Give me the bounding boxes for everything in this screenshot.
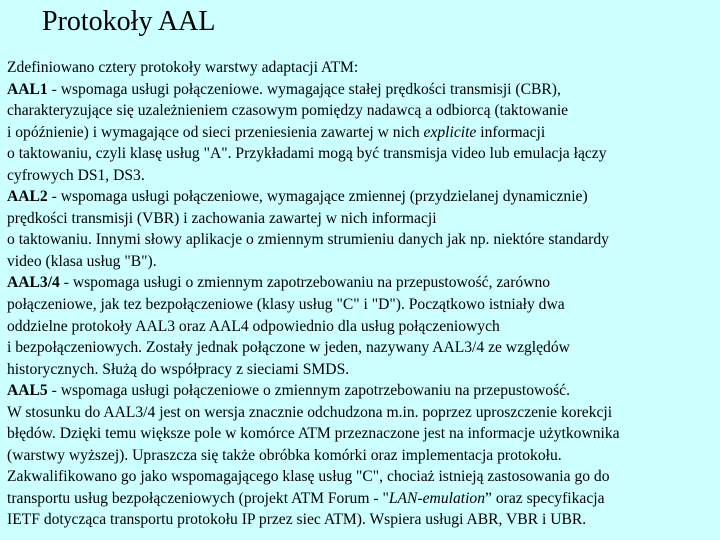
text-line: połączeniowe, jak tez bezpołączeniowe (klasy usług "C" i "D"). Początkowo istniały dwa [7, 296, 565, 314]
aal2-label: AAL2 [7, 188, 48, 206]
text-fragment: transportu usług bezpołączeniowych (projekt ATM Forum - " [7, 489, 389, 507]
text-line: błędów. Dzięki temu większe pole w komórce ATM przeznaczone jest na informacje użytkownika [7, 425, 620, 443]
explicite-emphasis: explicite [423, 123, 477, 141]
text-line: charakteryzujące się uzależnieniem czasowym pomiędzy nadawcą a odbiorcą (taktowanie [7, 102, 569, 120]
text-line: o taktowaniu, czyli klasę usług "A". Przykładami mogą być transmisja video lub emulacja łączy [7, 145, 607, 163]
aal1-heading-line [7, 79, 717, 101]
aal2-description: - wspomaga usługi połączeniowe, wymagające zmiennej (przydzielanej dynamicznie) [47, 188, 588, 206]
text-line: cyfrowych DS1, DS3. [7, 166, 145, 184]
text-line: i bezpołączeniowych. Zostały jednak połączone w jeden, nazywany AAL3/4 ze względów [7, 339, 570, 357]
text-line: historycznych. Służą do współpracy z sieciami SMDS. [7, 360, 350, 378]
text-line: o taktowaniu. Innymi słowy aplikacje o zmiennym strumieniu danych jak np. niektóre standardy [7, 231, 609, 249]
intro-line: Zdefiniowano cztery protokoły warstwy adaptacji ATM: [7, 59, 359, 76]
aal5-description: - wspomaga usługi połączeniowe o zmiennym zapotrzebowaniu na przepustowość. [47, 382, 570, 400]
body-text [7, 57, 717, 531]
lan-emulation-emphasis: LAN-emulation [388, 489, 486, 507]
aal34-description: - wspomaga usługi o zmiennym zapotrzebowaniu na przepustowość, zarówno [59, 274, 551, 292]
text-line: W stosunku do AAL3/4 jest on wersja znacznie odchudzona m.in. poprzez uproszczenie korekcji [7, 403, 613, 421]
aal2-heading-line [7, 186, 717, 208]
aal5-label: AAL5 [7, 382, 48, 400]
aal34-label: AAL3/4 [7, 274, 60, 292]
text-fragment: i opóźnienie) i wymagające od sieci przeniesienia zawartej w nich [7, 123, 424, 141]
aal1-description: - wspomaga usługi połączeniowe. wymagające stałej prędkości transmisji (CBR), [47, 80, 561, 98]
text-line [7, 488, 717, 510]
text-line: oddzielne protokoły AAL3 oraz AAL4 odpowiednio dla usług połączeniowych [7, 317, 500, 335]
aal34-heading-line [7, 272, 717, 294]
text-line: prędkości transmisji (VBR) i zachowania zawartej w nich informacji [7, 209, 437, 227]
slide-title: Protokoły AAL [42, 6, 216, 37]
aal5-heading-line [7, 380, 717, 402]
text-line: (warstwy wyższej). Upraszcza się także obróbka komórki oraz implementacja protokołu. [7, 446, 562, 464]
aal1-label: AAL1 [7, 80, 48, 98]
text-line: IETF dotycząca transportu protokołu IP przez siec ATM). Wspiera usługi ABR, VBR i UBR. [7, 511, 587, 529]
text-fragment: informacji [476, 123, 546, 141]
text-line: Zakwalifikowano go jako wspomagającego klasę usług "C", chociaż istnieją zastosowania go do [7, 468, 610, 486]
text-fragment: ” oraz specyfikacja [485, 489, 605, 507]
text-line [7, 122, 717, 144]
text-line: video (klasa usług "B"). [7, 252, 157, 270]
